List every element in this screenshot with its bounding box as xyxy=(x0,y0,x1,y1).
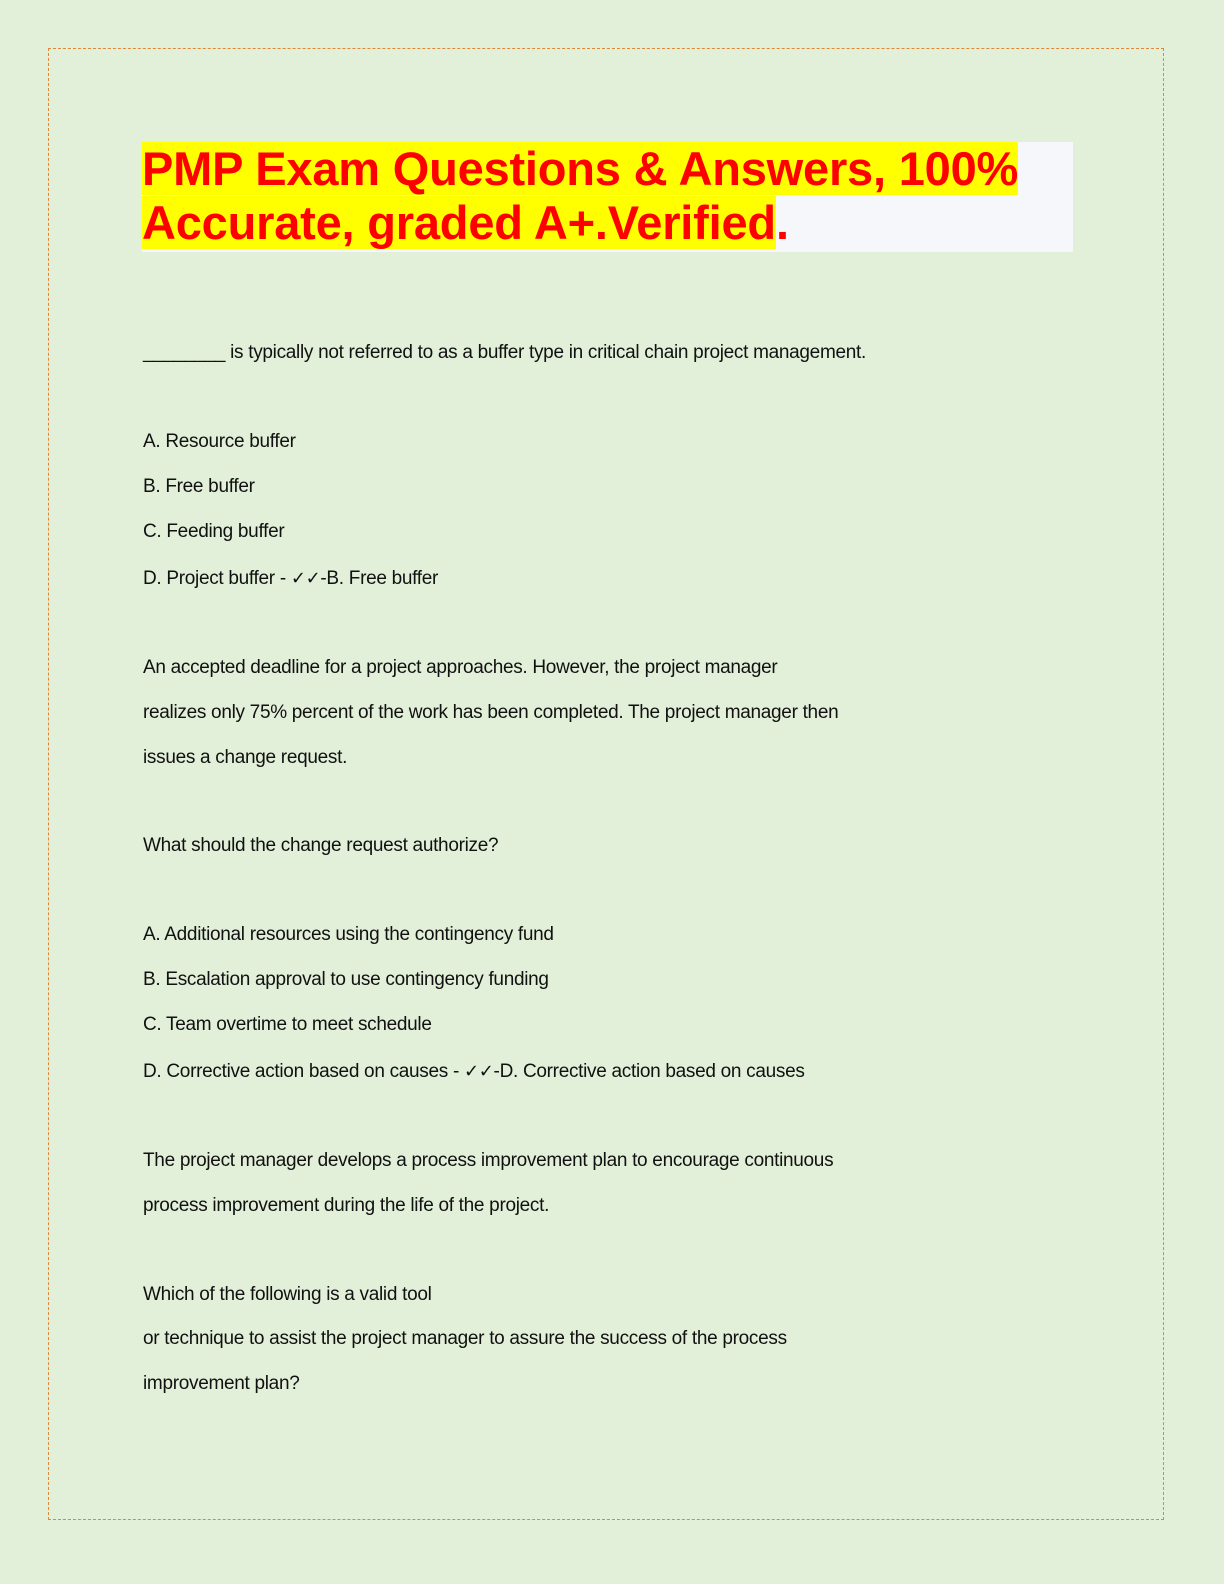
question-1-option-a: A. Resource buffer xyxy=(143,431,296,452)
question-2-option-b: B. Escalation approval to use contingency funding xyxy=(143,969,549,990)
question-1-option-d-text: D. Project buffer - xyxy=(143,568,291,589)
question-1-stem: ________ is typically not referred to as a buffer type in critical chain project management. xyxy=(143,342,866,363)
question-2-option-d-text: D. Corrective action based on causes - xyxy=(143,1061,464,1082)
question-2-answer: -D. Corrective action based on causes xyxy=(493,1061,805,1082)
question-1-option-c: C. Feeding buffer xyxy=(143,521,285,542)
title-trailing-period: . xyxy=(775,196,789,249)
double-check-icon: ✓✓ xyxy=(463,1061,494,1082)
question-3-stem-line-2: process improvement during the life of the project. xyxy=(143,1195,550,1216)
question-2-option-a: A. Additional resources using the contingency fund xyxy=(143,924,554,945)
question-2-stem-line-2: realizes only 75% percent of the work has been completed. The project manager then xyxy=(143,702,839,723)
title-line-1: PMP Exam Questions & Answers, 100% xyxy=(142,142,1019,195)
question-3-prompt-line-2: or technique to assist the project manager to assure the success of the process xyxy=(143,1328,787,1349)
question-3-prompt-line-1: Which of the following is a valid tool xyxy=(143,1284,432,1305)
document-title xyxy=(142,142,1073,250)
question-1-option-d xyxy=(143,568,438,590)
question-2-option-c: C. Team overtime to meet schedule xyxy=(143,1014,432,1035)
question-3-stem-line-1: The project manager develops a process improvement plan to encourage continuous xyxy=(143,1150,834,1171)
question-2-stem-line-3: issues a change request. xyxy=(143,747,348,768)
question-1-option-b: B. Free buffer xyxy=(143,476,255,497)
title-block xyxy=(142,142,1073,252)
question-3-prompt-line-3: improvement plan? xyxy=(143,1373,300,1394)
double-check-icon: ✓✓ xyxy=(290,568,321,589)
question-2-option-d xyxy=(143,1061,805,1083)
question-1-answer: -B. Free buffer xyxy=(320,568,439,589)
title-line-2: Accurate, graded A+.Verified xyxy=(142,196,776,249)
question-2-stem-line-1: An accepted deadline for a project approaches. However, the project manager xyxy=(143,657,778,678)
question-2-prompt: What should the change request authorize? xyxy=(143,835,499,856)
